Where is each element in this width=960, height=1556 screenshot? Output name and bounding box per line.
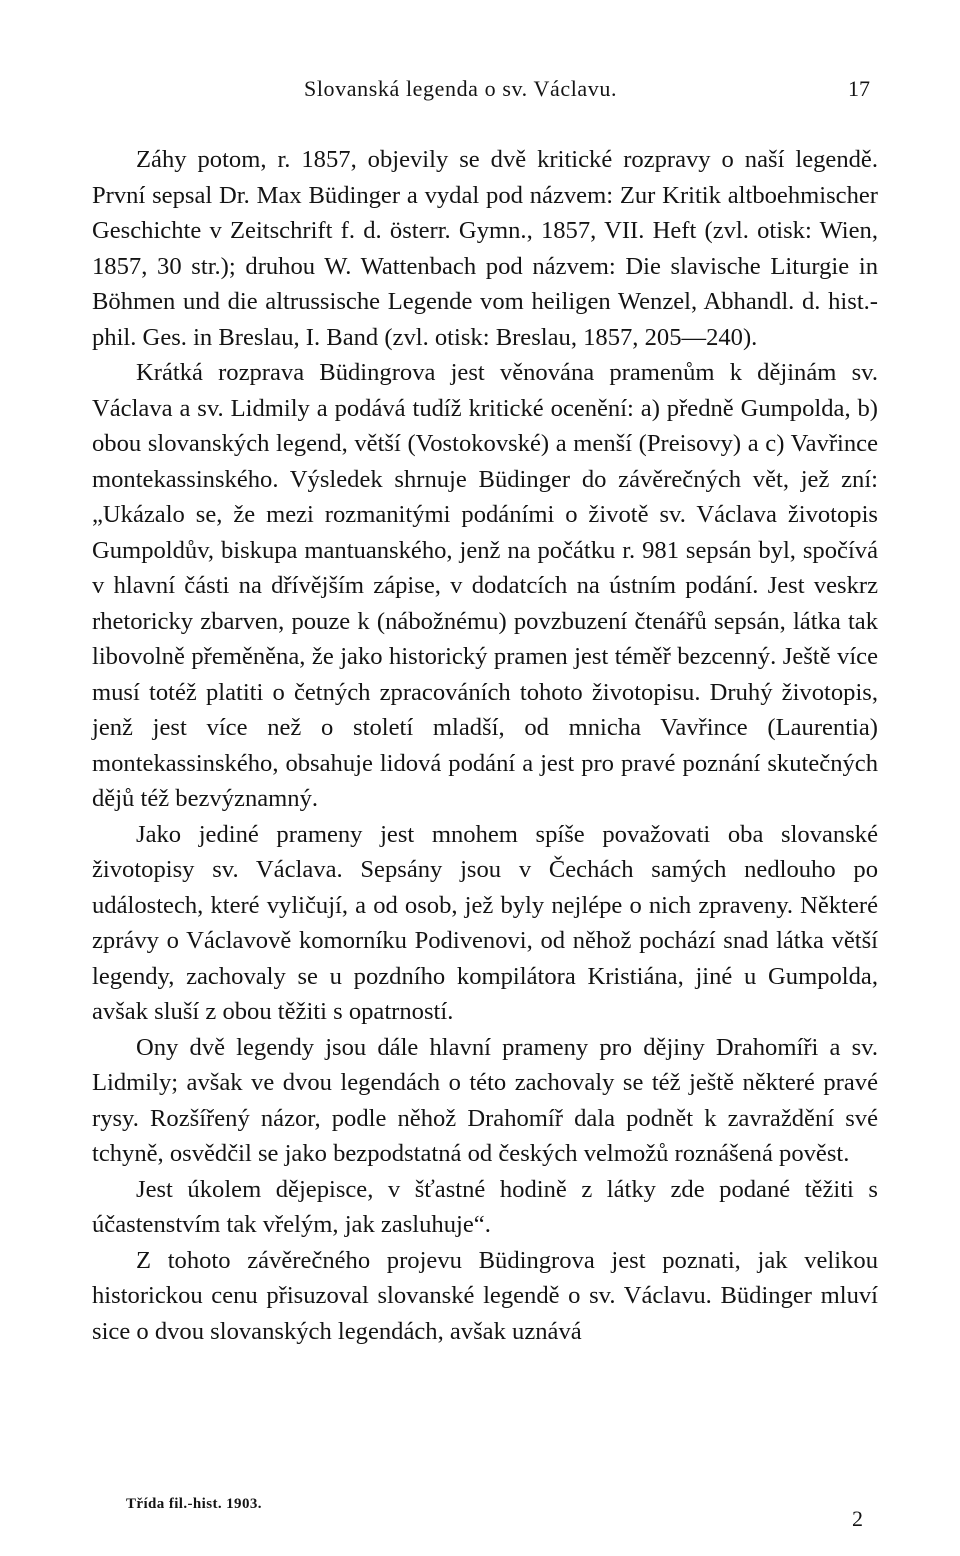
page-footer (0, 1496, 960, 1536)
paragraph: Jako jediné prameny jest mnohem spíše považovati oba slovanské životopisy sv. Václava. Sepsány jsou v Čechách samých nedlouho po událostech, které vyličují, a od osob, jež byly nejlépe o nich zpraveny. Některé zprávy o Václavově komorníku Podivenovi, od něhož pochází snad látka větší legendy, zachovaly se u pozdního kompilátora Kristiána, jiné u Gumpolda, avšak sluší z obou těžiti s opatrností. (92, 820, 878, 1025)
paragraph: Ony dvě legendy jsou dále hlavní prameny pro dějiny Drahomíři a sv. Lidmily; avšak ve dvou legendách o této zachovaly se též ještě některé pravé rysy. Rozšířený názor, podle něhož Drahomíř dala podnět k zavraždění své tchyně, osvědčil se jako bezpodstatná od českých velmožů roznášená pověst. (92, 1033, 878, 1167)
paragraph: Z tohoto závěrečného projevu Büdingrova jest poznati, jak velikou historickou cenu přisuzoval slovanské legendě o sv. Václavu. Büdinger mluví sice o dvou slovanských legendách, avšak uznává (92, 1246, 878, 1345)
paragraph: Krátká rozprava Büdingrova jest věnována pramenům k dějinám sv. Václava a sv. Lidmily a podává tudíž kritické ocenění: a) předně Gumpolda, b) obou slovanských legend, větší (Vostokovské) a menší (Preisovy) a c) Vavřince montekassinského. Výsledek shrnuje Büdinger do závěrečných vět, jež zní: „Ukázalo se, že mezi rozmanitými podáními o životě sv. Václava životopis Gumpoldův, biskupa mantuanského, jenž na počátku r. 981 sepsán byl, spočívá v hlavní části na dřívějším zápise, v dodatcích na ústním podání. Jest veskrz rhetoricky zbarven, pouze k (nábožnému) povzbuzení čtenářů sepsán, látka tak libovolně přeměněna, že jako historický pramen jest téměř bezcenný. Ještě více musí totéž platiti o četných zpracováních tohoto životopisu. Druhý životopis, jenž jest více než o století mladší, od mnicha Vavřince (Laurentia) montekassinského, obsahuje lidová podání a jest pro pravé poznání skutečných dějů též bezvýznamný. (92, 359, 878, 812)
paragraph: Jest úkolem dějepisce, v šťastné hodině z látky zde podané těžiti s účastenstvím tak vřelým, jak zasluhuje“. (92, 1175, 878, 1238)
sheet-number: 2 (852, 1506, 863, 1531)
page-header (0, 76, 960, 106)
page-number: 17 (848, 76, 870, 101)
running-title: Slovanská legenda o sv. Václavu. (304, 76, 618, 101)
body-text (92, 142, 878, 1349)
paragraph: Záhy potom, r. 1857, objevily se dvě kritické rozpravy o naší legendě. První sepsal Dr. Max Büdinger a vydal pod názvem: Zur Kritik altboehmischer Geschichte v Zeitschrift f. d. österr. Gymn., 1857, VII. Heft (zvl. otisk: Wien, 1857, 30 str.); druhou W. Wattenbach pod názvem: Die slavische Liturgie in Böhmen und die altrussische Legende vom heiligen Wenzel, Abhandl. d. hist.-phil. Ges. in Breslau, I. Band (zvl. otisk: Breslau, 1857, 205—240). (92, 146, 878, 351)
sheet-signature: Třída fil.-hist. 1903. (126, 1496, 262, 1512)
